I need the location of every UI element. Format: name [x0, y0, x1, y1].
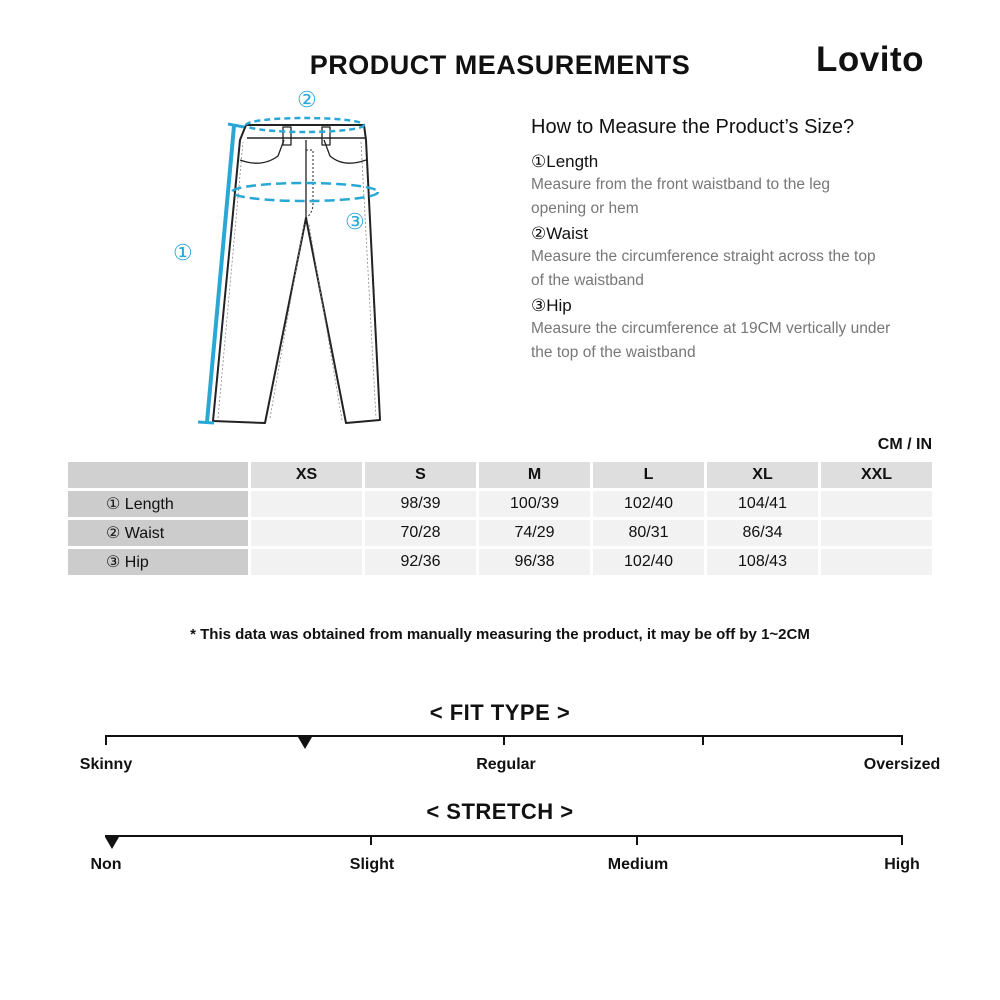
table-cell [251, 520, 362, 546]
stretch-tick [370, 835, 372, 845]
size-table [65, 459, 935, 578]
table-cell [821, 520, 932, 546]
stretch-marker-icon [105, 837, 119, 849]
table-corner-cell [68, 462, 248, 488]
stretch-label-non: Non [90, 856, 122, 873]
how-to-heading: How to Measure the Product’s Size? [531, 116, 855, 138]
table-cell [251, 491, 362, 517]
fit-type-title: < FIT TYPE > [429, 700, 571, 725]
table-row [68, 549, 932, 575]
row-label-length: ① Length [68, 491, 248, 517]
table-cell: 80/31 [593, 520, 704, 546]
fit-type-marker-icon [298, 737, 312, 749]
instruction-desc: Measure from the front waistband to the leg opening or hem [531, 176, 830, 217]
size-header-xl: XL [707, 462, 818, 488]
instruction-title: ②Waist [531, 224, 589, 243]
size-header-xs: XS [251, 462, 362, 488]
table-cell: 96/38 [479, 549, 590, 575]
size-header-l: L [593, 462, 704, 488]
fit-label-regular: Regular [476, 756, 536, 773]
table-row [68, 520, 932, 546]
stretch-axis [105, 835, 903, 837]
instruction-desc: Measure the circumference straight across the top of the waistband [531, 248, 876, 289]
measurement-note: * This data was obtained from manually measuring the product, it may be off by 1~2CM [190, 626, 810, 643]
table-cell: 92/36 [365, 549, 476, 575]
stretch-title: < STRETCH > [426, 799, 574, 824]
fit-label-oversized: Oversized [863, 756, 941, 773]
instruction-hip [531, 295, 911, 365]
how-to-measure [531, 116, 911, 365]
fit-label-skinny: Skinny [79, 756, 133, 773]
stretch-label-high: High [884, 856, 920, 873]
stretch-tick [901, 835, 903, 845]
table-cell [821, 491, 932, 517]
table-row [68, 491, 932, 517]
jeans-diagram [185, 80, 415, 440]
table-cell [821, 549, 932, 575]
instruction-waist [531, 223, 911, 293]
fit-type-tick [105, 735, 107, 745]
row-label-waist: ② Waist [68, 520, 248, 546]
marker-waist-icon: ② [297, 87, 317, 112]
stretch-label-medium: Medium [607, 856, 669, 873]
instruction-title: ③Hip [531, 296, 572, 315]
instruction-desc: Measure the circumference at 19CM vertically under the top of the waistband [531, 320, 891, 361]
table-cell: 102/40 [593, 549, 704, 575]
size-header-s: S [365, 462, 476, 488]
stretch-label-slight: Slight [349, 856, 395, 873]
fit-type-tick [702, 735, 704, 745]
size-header-xxl: XXL [821, 462, 932, 488]
table-cell [251, 549, 362, 575]
table-cell: 86/34 [707, 520, 818, 546]
table-cell: 102/40 [593, 491, 704, 517]
marker-hip-icon: ③ [345, 209, 365, 234]
table-cell: 100/39 [479, 491, 590, 517]
table-header-row [68, 462, 932, 488]
stretch-scale [105, 835, 903, 865]
size-header-m: M [479, 462, 590, 488]
brand-logo: Lovito [816, 40, 924, 79]
table-cell: 104/41 [707, 491, 818, 517]
table-cell: 70/28 [365, 520, 476, 546]
fit-type-tick [901, 735, 903, 745]
table-cell: 98/39 [365, 491, 476, 517]
fit-type-tick [503, 735, 505, 745]
units-label: CM / IN [877, 436, 932, 453]
instruction-title: ①Length [531, 152, 599, 171]
stretch-tick [636, 835, 638, 845]
page-title: PRODUCT MEASUREMENTS [309, 50, 691, 80]
instruction-length [531, 151, 911, 221]
marker-length-icon: ① [173, 240, 193, 265]
row-label-hip: ③ Hip [68, 549, 248, 575]
table-cell: 108/43 [707, 549, 818, 575]
table-cell: 74/29 [479, 520, 590, 546]
